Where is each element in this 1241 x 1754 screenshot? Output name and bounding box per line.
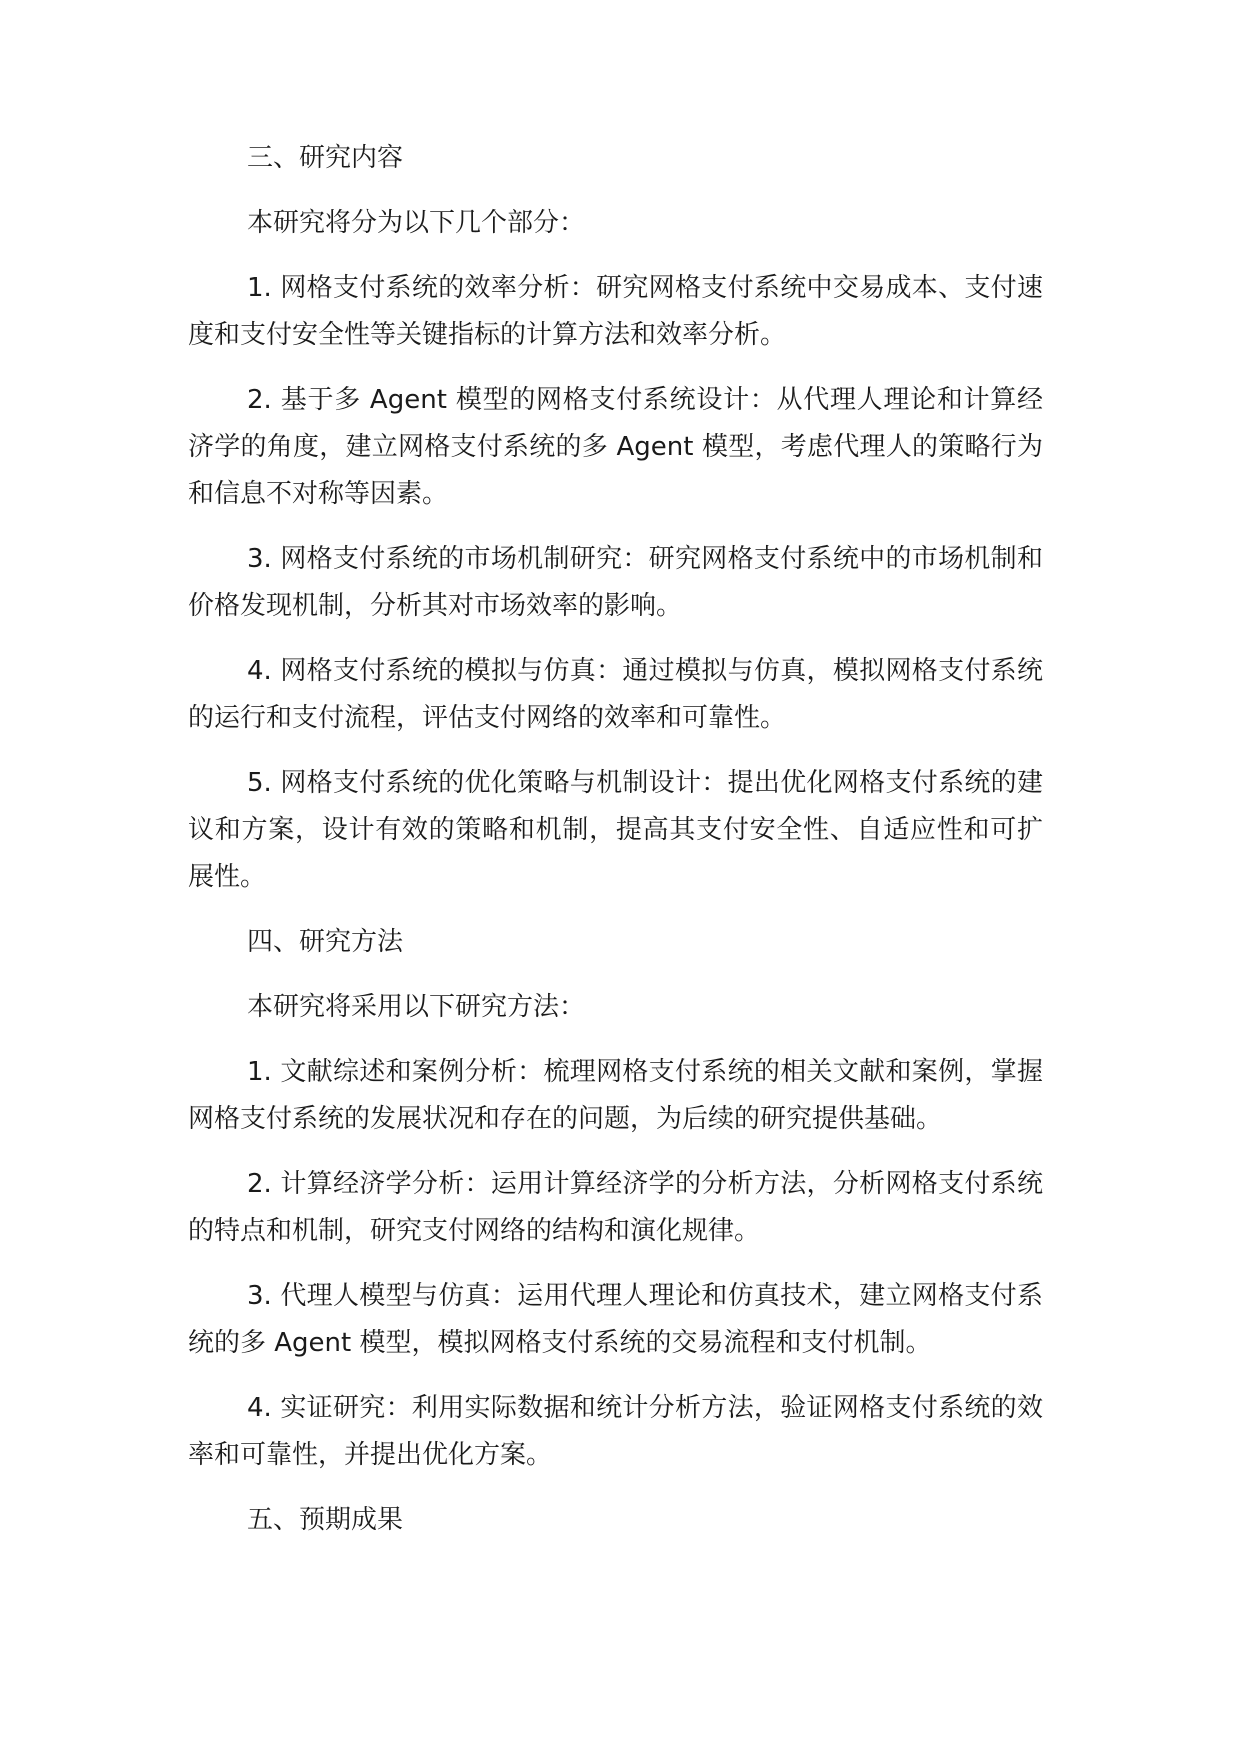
section-3-item-2: 2. 基于多 Agent 模型的网格支付系统设计：从代理人理论和计算经济学的角度，建立网格支付系统的多 Agent 模型，考虑代理人的策略行为和信息不对称等因素。 — [188, 385, 1043, 509]
section-5-heading: 五、预期成果 — [247, 1505, 404, 1535]
section-3-item-3: 3. 网格支付系统的市场机制研究：研究网格支付系统中的市场机制和价格发现机制，分析其对市场效率的影响。 — [188, 544, 1043, 621]
section-4-item-2: 2. 计算经济学分析：运用计算经济学的分析方法，分析网格支付系统的特点和机制，研究支付网络的结构和演化规律。 — [188, 1169, 1043, 1246]
section-4-item-1: 1. 文献综述和案例分析：梳理网格支付系统的相关文献和案例，掌握网格支付系统的发展状况和存在的问题，为后续的研究提供基础。 — [188, 1057, 1043, 1134]
section-4-heading: 四、研究方法 — [247, 927, 404, 957]
section-4-item-4: 4. 实证研究：利用实际数据和统计分析方法，验证网格支付系统的效率和可靠性，并提出优化方案。 — [188, 1393, 1043, 1470]
section-3-item-5: 5. 网格支付系统的优化策略与机制设计：提出优化网格支付系统的建议和方案，设计有效的策略和机制，提高其支付安全性、自适应性和可扩展性。 — [188, 768, 1043, 892]
document-page — [188, 135, 1043, 1562]
section-3-heading: 三、研究内容 — [247, 143, 404, 173]
section-3-item-1: 1. 网格支付系统的效率分析：研究网格支付系统中交易成本、支付速度和支付安全性等关键指标的计算方法和效率分析。 — [188, 273, 1043, 350]
section-4-intro: 本研究将采用以下研究方法： — [247, 992, 586, 1022]
section-3-intro: 本研究将分为以下几个部分： — [247, 208, 586, 238]
section-3-item-4: 4. 网格支付系统的模拟与仿真：通过模拟与仿真，模拟网格支付系统的运行和支付流程，评估支付网络的效率和可靠性。 — [188, 656, 1043, 733]
section-4-item-3: 3. 代理人模型与仿真：运用代理人理论和仿真技术，建立网格支付系统的多 Agent 模型，模拟网格支付系统的交易流程和支付机制。 — [188, 1281, 1043, 1358]
